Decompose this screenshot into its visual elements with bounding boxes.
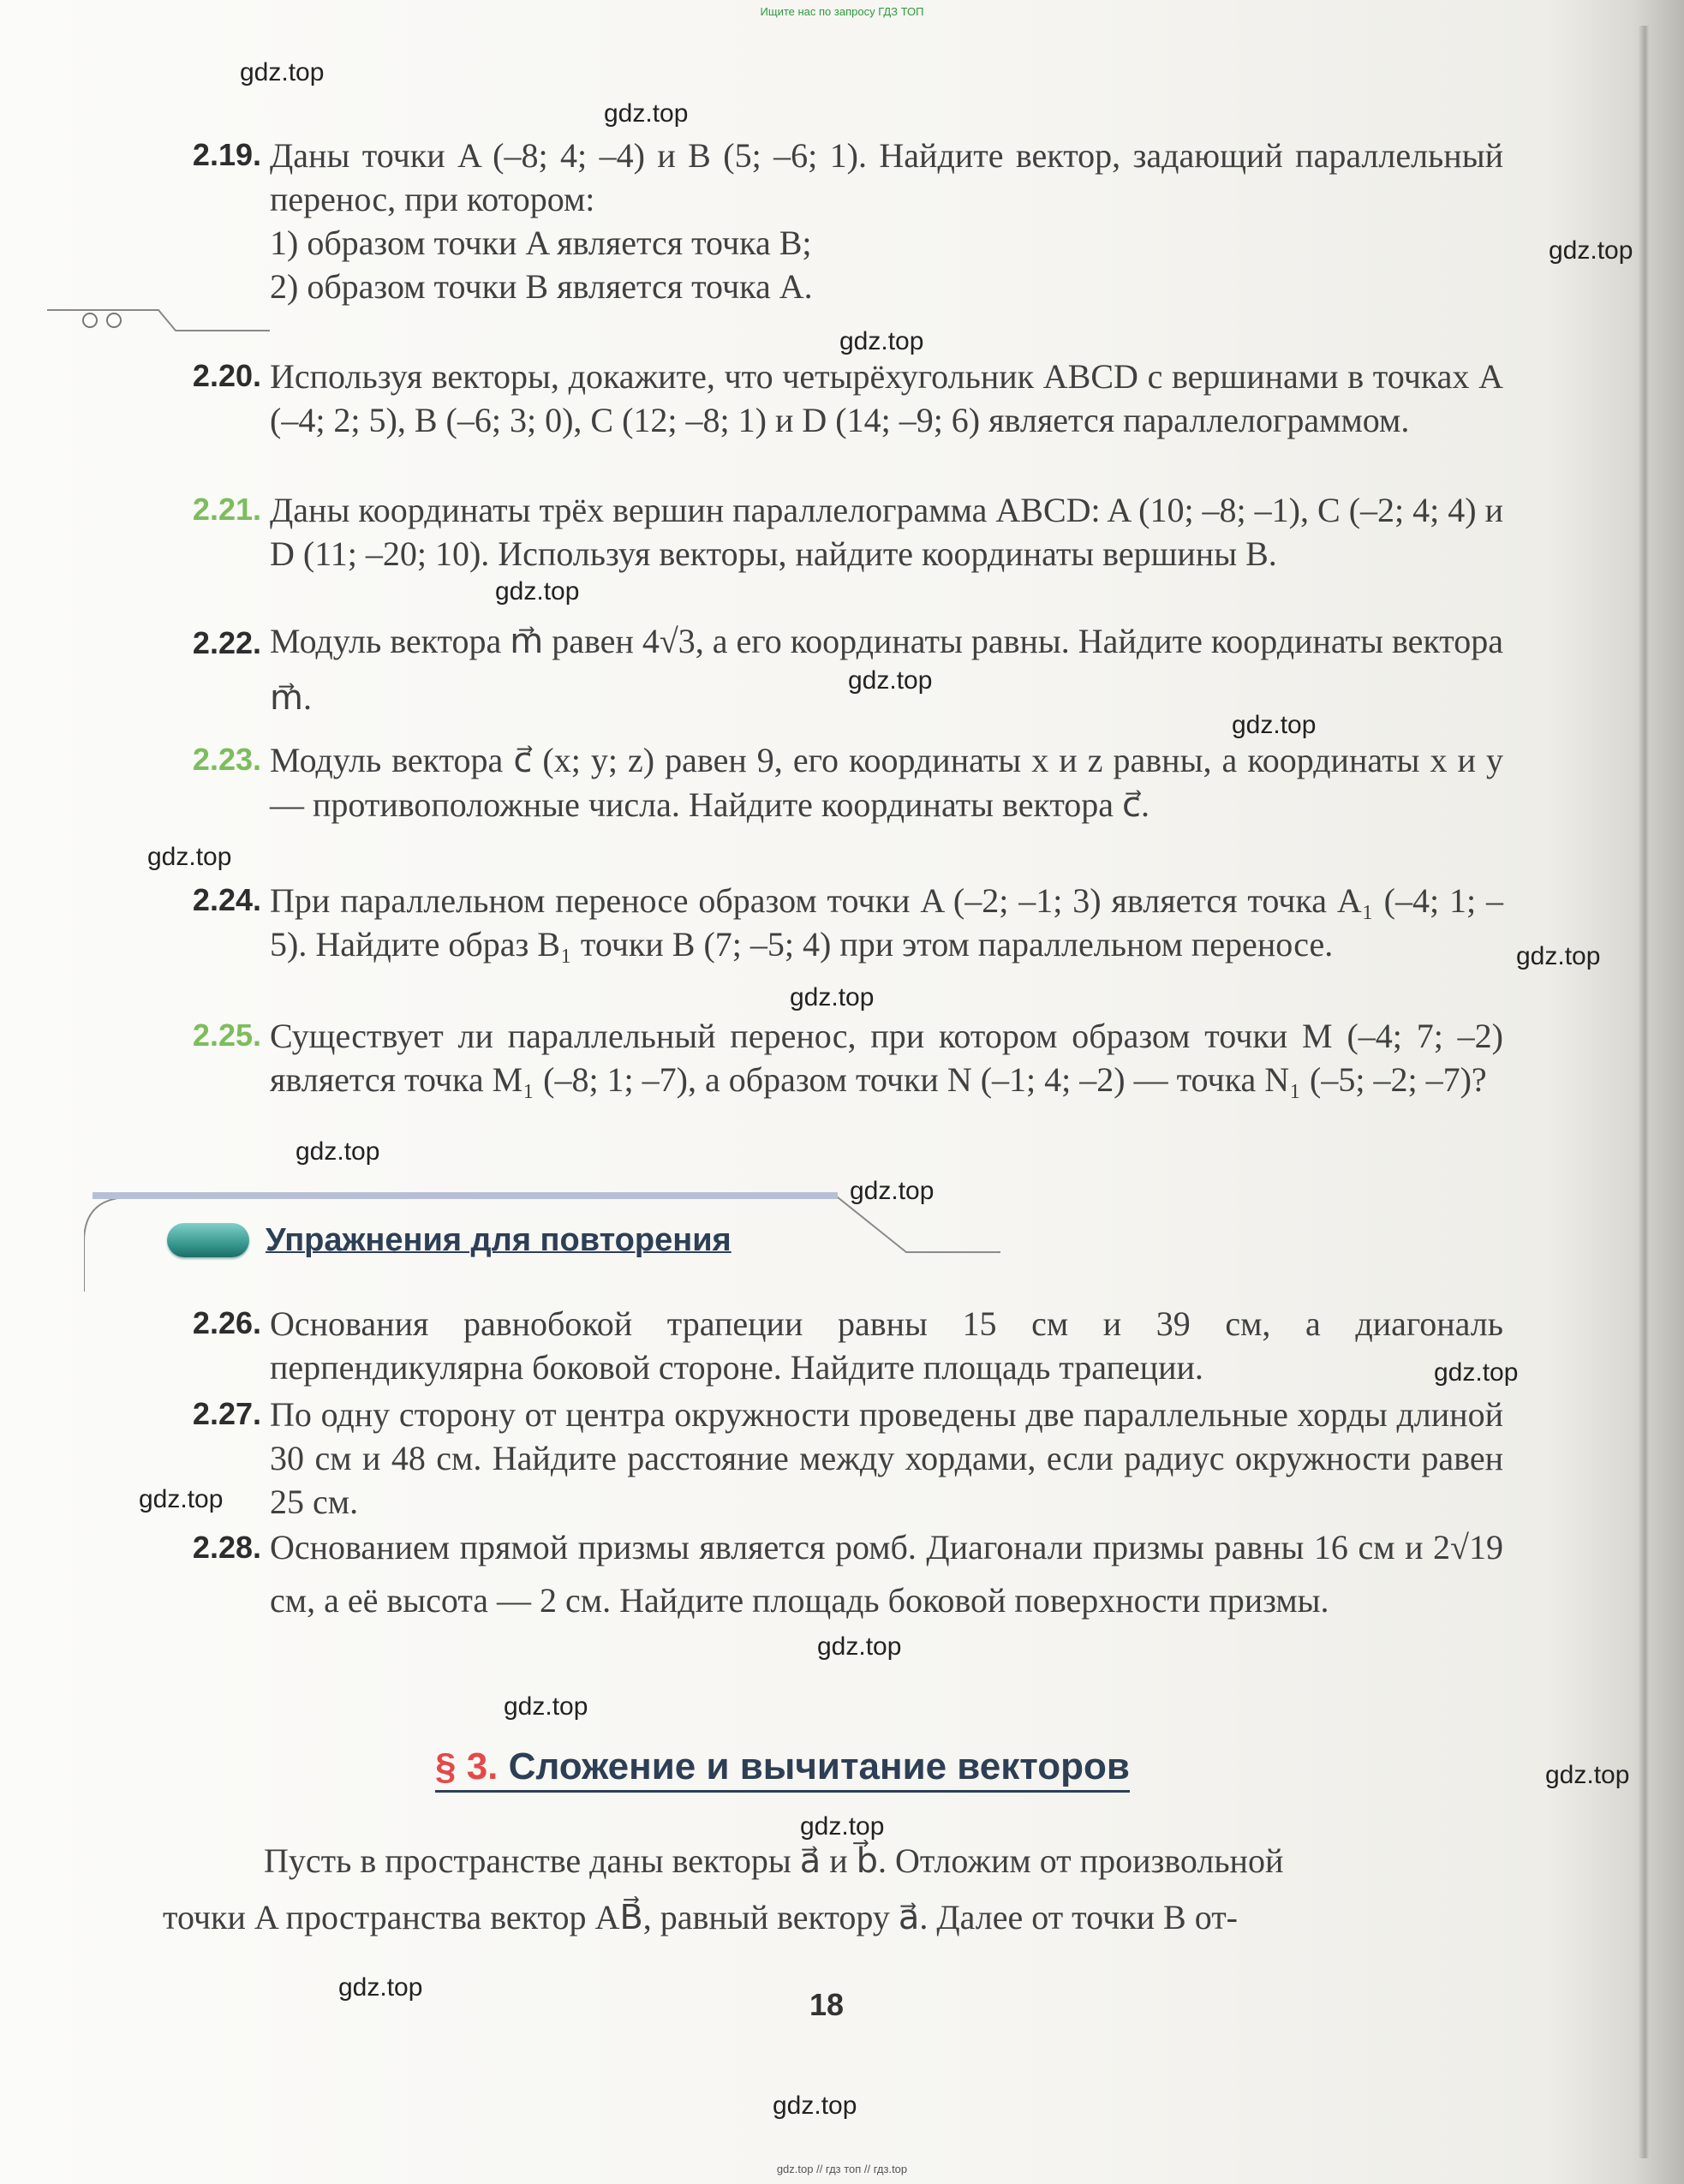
problem-text: Основанием прямой призмы является ромб. Диагонали призмы равны 16 см и 2√19 см, а её высота — 2 см. Найдите площадь боковой поверхности призмы.	[270, 1528, 1503, 1620]
section-pill-icon	[167, 1223, 249, 1257]
watermark: gdz.top	[790, 983, 875, 1011]
watermark: gdz.top	[495, 577, 580, 606]
watermark: gdz.top	[604, 99, 689, 128]
problem-number: 2.19.	[192, 137, 261, 172]
problem-item-1: 1) образом точки A является точка B;	[270, 224, 812, 262]
page-number: 18	[809, 1987, 845, 2022]
paragraph-heading	[435, 1745, 1130, 1793]
problem-text	[270, 134, 1503, 308]
watermark: gdz.top	[338, 1973, 423, 2002]
level-marker-icon	[47, 308, 270, 332]
problem-number: 2.26.	[192, 1305, 261, 1340]
problem-number: 2.22.	[192, 625, 261, 660]
watermark: gdz.top	[1232, 711, 1317, 739]
page-edge-shadow	[1638, 26, 1650, 2158]
problem-item-2: 2) образом точки B является точка A.	[270, 267, 813, 306]
top-note: Ищите нас по запросу ГДЗ ТОП	[760, 5, 924, 18]
watermark: gdz.top	[240, 58, 325, 87]
problem-text: Существует ли параллельный перенос, при котором образом точки M (–4; 7; –2) является точка M₁ (–8; 1; –7), а образом точки N (–1; 4; –2) — точка N₁ (–5; –2; –7)?	[270, 1017, 1503, 1099]
problem-number: 2.23.	[192, 742, 261, 777]
watermark: gdz.top	[1545, 1761, 1630, 1789]
watermark: gdz.top	[839, 327, 924, 355]
problem-text: Используя векторы, докажите, что четырёхугольник ABCD с вершинами в точках A (–4; 2; 5), B (–6; 3; 0), C (12; –8; 1) и D (14; –9; 6) является параллелограммом.	[270, 357, 1503, 439]
problem-statement: Даны точки A (–8; 4; –4) и B (5; –6; 1). Найдите вектор, задающий параллельный перенос, при котором:	[270, 136, 1503, 218]
watermark: gdz.top	[817, 1632, 902, 1661]
problem-number: 2.27.	[192, 1396, 261, 1431]
problem-text: По одну сторону от центра окружности проведены две параллельные хорды длиной 30 см и 48 см. Найдите расстояние между хордами, если радиус окружности равен 25 см.	[270, 1395, 1503, 1521]
watermark: gdz.top	[1434, 1358, 1519, 1387]
problem-number: 2.28.	[192, 1530, 261, 1565]
problem-text: Основания равнобокой трапеции равны 15 см и 39 см, а диагональ перпендикулярна боковой стороне. Найдите площадь трапеции.	[270, 1304, 1503, 1387]
problem-number: 2.24.	[192, 882, 261, 917]
watermark: gdz.top	[850, 1177, 935, 1205]
problem-number: 2.21.	[192, 492, 261, 527]
problem-text: При параллельном переносе образом точки A (–2; –1; 3) является точка A₁ (–4; 1; –5). Найдите образ B₁ точки B (7; –5; 4) при этом параллельном переносе.	[270, 881, 1503, 964]
problem-text: Модуль вектора m⃗ равен 4√3, а его координаты равны. Найдите координаты вектора m⃗.	[270, 622, 1503, 717]
paragraph-mark: § 3.	[435, 1745, 499, 1787]
problem-number: 2.20.	[192, 358, 261, 393]
watermark: gdz.top	[848, 666, 933, 695]
watermark: gdz.top	[800, 1812, 885, 1841]
watermark: gdz.top	[504, 1692, 588, 1721]
body-line: точки A пространства вектор AB⃗, равный вектору a⃗. Далее от точки B от-	[163, 1898, 1238, 1936]
problem-number: 2.25.	[192, 1017, 261, 1053]
body-text	[163, 1833, 1499, 1946]
bottom-note: gdz.top // гдз топ // гдз.top	[776, 2163, 908, 2175]
watermark: gdz.top	[773, 2092, 857, 2120]
watermark: gdz.top	[1516, 942, 1601, 970]
watermark: gdz.top	[1549, 236, 1633, 265]
problem-text: Модуль вектора c⃗ (x; y; z) равен 9, его координаты x и z равны, а координаты x и y — противоположные числа. Найдите координаты вектора c⃗.	[270, 741, 1503, 824]
section-title: Упражнения для повторения	[266, 1222, 732, 1258]
watermark: gdz.top	[139, 1485, 224, 1513]
paragraph-title: Сложение и вычитание векторов	[508, 1745, 1130, 1787]
problem-text: Даны координаты трёх вершин параллелограмма ABCD: A (10; –8; –1), C (–2; 4; 4) и D (11; –20; 10). Используя векторы, найдите координаты вершины B.	[270, 491, 1503, 573]
watermark: gdz.top	[296, 1137, 380, 1166]
body-line: Пусть в пространстве даны векторы a⃗ и b⃗. Отложим от произвольной	[264, 1841, 1284, 1880]
watermark: gdz.top	[147, 843, 232, 871]
